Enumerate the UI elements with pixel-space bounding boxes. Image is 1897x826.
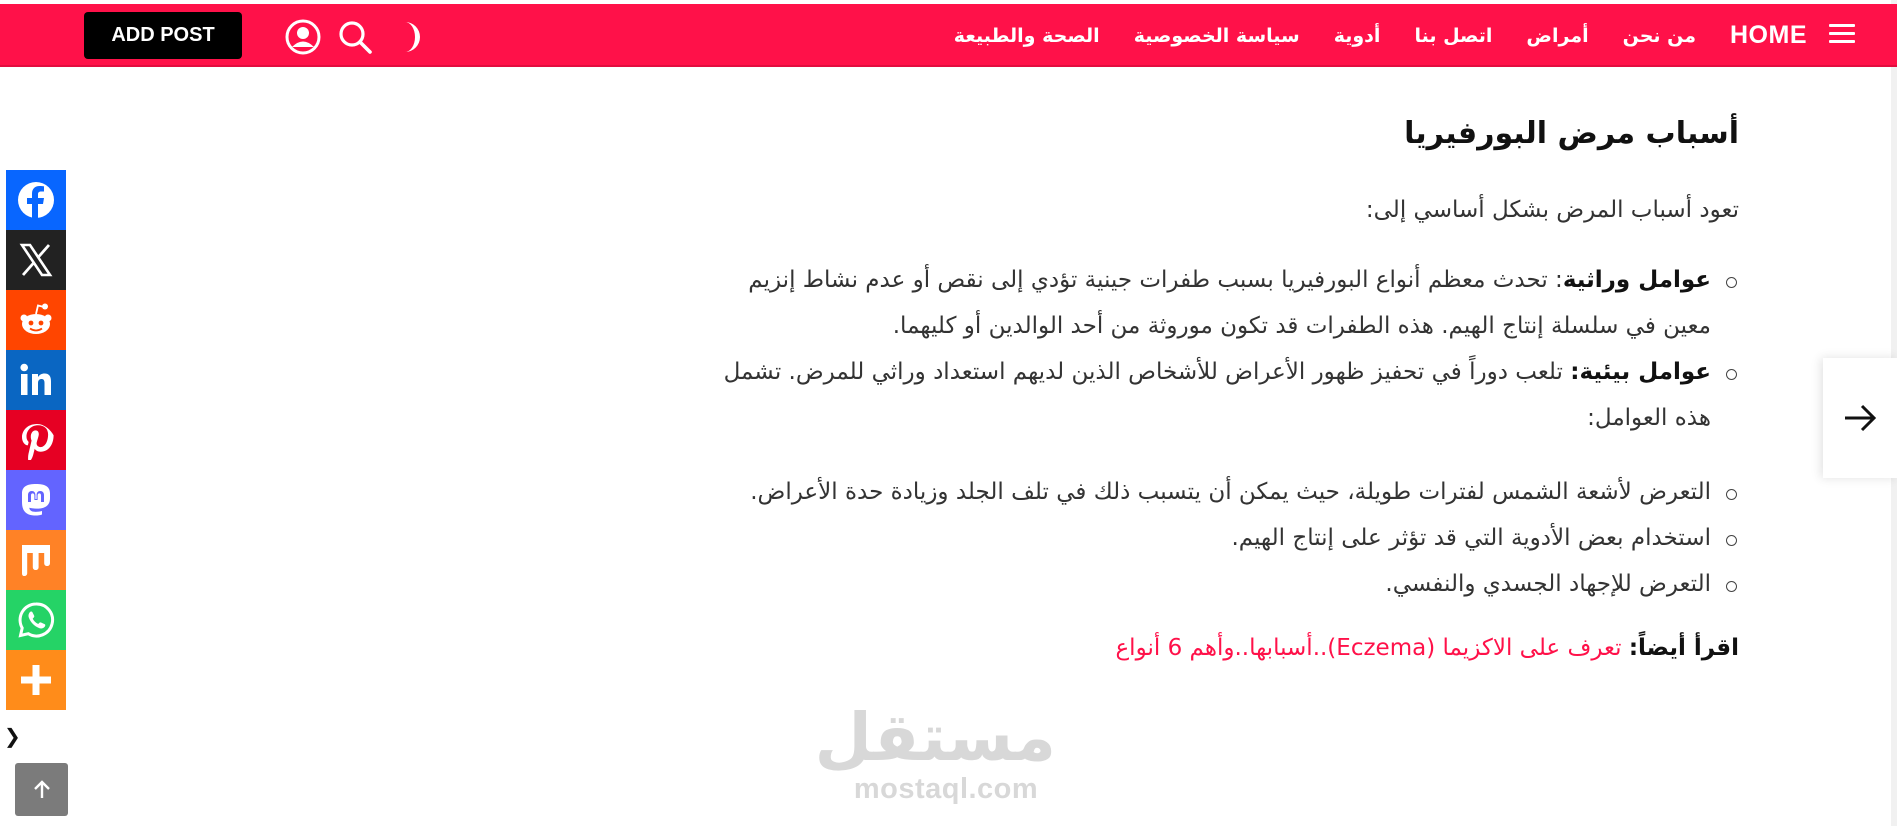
hide-share-toggle[interactable]: ❯ bbox=[4, 724, 21, 748]
dark-mode-icon[interactable] bbox=[386, 18, 424, 56]
user-icon[interactable] bbox=[284, 18, 322, 56]
factor-text: تلعب دوراً في تحفيز ظهور الأعراض للأشخاص الذين لديهم استعداد وراثي للمرض. تشمل هذه العوامل: bbox=[723, 359, 1711, 431]
search-icon[interactable] bbox=[336, 18, 374, 56]
share-whatsapp-button[interactable] bbox=[6, 590, 66, 650]
share-pinterest-button[interactable] bbox=[6, 410, 66, 470]
watermark-arabic: مستقل bbox=[814, 699, 1056, 776]
share-x-button[interactable] bbox=[6, 230, 66, 290]
menu-icon[interactable] bbox=[1829, 24, 1855, 48]
share-facebook-button[interactable] bbox=[6, 170, 66, 230]
add-post-button[interactable]: ADD POST bbox=[84, 12, 242, 59]
factor-text: : تحدث معظم أنواع البورفيريا بسبب طفرات جينية تؤدي إلى نقص أو عدم نشاط إنزيم معين في سلسلة إنتاج الهيم. هذه الطفرات قد تكون موروثة من أحد الوالدين أو كليهما. bbox=[748, 267, 1711, 339]
arrow-up-icon bbox=[31, 779, 53, 801]
list-item: التعرض لأشعة الشمس لفترات طويلة، حيث يمكن أن يتسبب ذلك في تلف الجلد وزيادة حدة الأعراض. bbox=[709, 469, 1711, 515]
share-reddit-button[interactable] bbox=[6, 290, 66, 350]
nav-contact[interactable]: اتصل بنا bbox=[1414, 24, 1493, 47]
list-item: التعرض للإجهاد الجسدي والنفسي. bbox=[709, 561, 1711, 607]
mix-icon bbox=[16, 540, 56, 580]
share-linkedin-button[interactable] bbox=[6, 350, 66, 410]
share-mix-button[interactable] bbox=[6, 530, 66, 590]
plus-icon bbox=[16, 660, 56, 700]
facebook-icon bbox=[16, 180, 56, 220]
next-post-button[interactable] bbox=[1823, 358, 1897, 478]
x-icon bbox=[16, 240, 56, 280]
causes-list bbox=[709, 257, 1711, 607]
factor-term: عوامل بيئية: bbox=[1570, 359, 1711, 385]
share-sidebar bbox=[6, 170, 66, 710]
nav-about[interactable]: من نحن bbox=[1622, 24, 1696, 47]
mastodon-icon bbox=[16, 480, 56, 520]
factor-term: عوامل وراثية bbox=[1562, 267, 1711, 293]
list-item: استخدام بعض الأدوية التي قد تؤثر على إنتاج الهيم. bbox=[709, 515, 1711, 561]
share-more-button[interactable] bbox=[6, 650, 66, 710]
top-navigation-bar bbox=[0, 4, 1897, 67]
read-also-link[interactable]: تعرف على الاكزيما (Eczema)..أسبابها..وأهم 6 أنواع bbox=[1115, 635, 1622, 661]
nav-medicines[interactable]: أدوية bbox=[1333, 24, 1381, 47]
nav-health-nature[interactable]: الصحة والطبيعة bbox=[953, 24, 1100, 47]
read-also bbox=[709, 635, 1739, 661]
nav-diseases[interactable]: أمراض bbox=[1526, 24, 1589, 47]
list-item bbox=[709, 349, 1711, 441]
linkedin-icon bbox=[16, 360, 56, 400]
share-mastodon-button[interactable] bbox=[6, 470, 66, 530]
main-nav bbox=[954, 4, 1807, 67]
section-heading: أسباب مرض البورفيريا bbox=[1404, 116, 1739, 151]
watermark-logo bbox=[814, 699, 1056, 805]
back-to-top-button[interactable] bbox=[15, 763, 68, 816]
nav-privacy[interactable]: سياسة الخصوصية bbox=[1133, 24, 1300, 47]
reddit-icon bbox=[16, 300, 56, 340]
article-content bbox=[709, 110, 1739, 661]
read-also-label: اقرأ أيضاً: bbox=[1628, 635, 1739, 661]
pinterest-icon bbox=[16, 420, 56, 460]
watermark-latin: mostaql.com bbox=[853, 773, 1039, 805]
nav-home[interactable]: HOME bbox=[1730, 21, 1807, 49]
arrow-right-icon bbox=[1841, 399, 1879, 437]
list-item bbox=[709, 257, 1711, 349]
whatsapp-icon bbox=[16, 600, 56, 640]
intro-paragraph: تعود أسباب المرض بشكل أساسي إلى: bbox=[1365, 197, 1739, 223]
